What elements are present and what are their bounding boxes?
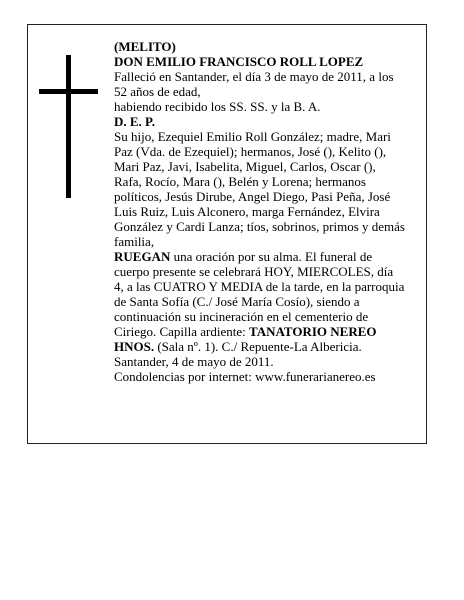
- cross-vertical-bar: [66, 55, 71, 198]
- chapel-address: (Sala nº. 1). C./ Repuente-La Albericia.: [154, 339, 362, 354]
- obituary-text: [114, 39, 406, 384]
- ruegan-label: RUEGAN: [114, 249, 171, 264]
- obituary-frame: [27, 24, 427, 444]
- deceased-name: DON EMILIO FRANCISCO ROLL LOPEZ: [114, 54, 364, 69]
- cross-horizontal-bar: [39, 89, 98, 94]
- funeral-text: una oración por su alma. El funeral de cuerpo presente se celebrará HOY, MIERCOLES, día 4, a las CUATRO Y MEDIA de la tarde, en la parroquia de Santa Sofía (C./ José María Cosío), siendo a continuación su incineración en el cementerio de Ciriego. Capilla ardiente:: [114, 249, 405, 339]
- sacraments-line: habiendo recibido los SS. SS. y la B. A.: [114, 99, 321, 114]
- death-notice: Falleció en Santander, el día 3 de mayo de 2011, a los 52 años de edad,: [114, 69, 394, 99]
- family-list: Su hijo, Ezequiel Emilio Roll González; madre, Mari Paz (Vda. de Ezequiel); hermanos, José (), Kelito (), Mari Paz, Javi, Isabelita, Miguel, Carlos, Oscar (), Rafa, Rocío, Mara (), Belén y Lorena; hermanos políticos, Jesús Dirube, Angel Diego, Pasi Peña, José Luis Ruiz, Luis Alconero, marga Fernández, Elvira González y Cardi Lanza; tíos, sobrinos, primos y demás familia,: [114, 129, 405, 249]
- alias: (MELITO): [114, 39, 176, 54]
- chapel-name: TANATORIO NEREO HNOS.: [114, 324, 377, 354]
- condolences-line: Condolencias por internet: www.funerarianereo.es: [114, 369, 376, 384]
- rip-line: D. E. P.: [114, 114, 156, 129]
- place-date: Santander, 4 de mayo de 2011.: [114, 354, 274, 369]
- funeral-details: [114, 249, 406, 354]
